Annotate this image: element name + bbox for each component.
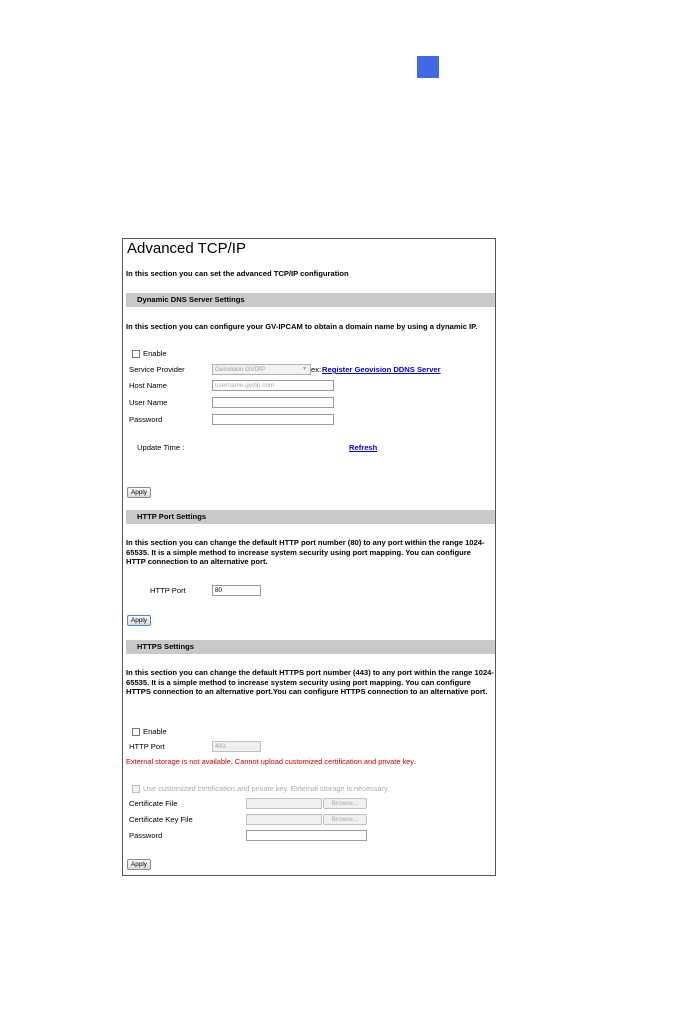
user-name-label: User Name (129, 398, 168, 407)
https-apply-button[interactable]: Apply (127, 859, 151, 870)
http-section-header: HTTP Port Settings (126, 510, 495, 524)
cert-key-input[interactable] (246, 814, 322, 825)
host-name-input[interactable]: username.gvdip.com (212, 380, 334, 391)
https-password-input[interactable] (246, 830, 367, 841)
https-enable-label: Enable (143, 727, 167, 736)
https-enable-checkbox[interactable] (132, 728, 140, 736)
host-name-label: Host Name (129, 381, 167, 390)
use-custom-cert-label: Use customized certification and private key. External storage is necessary. (143, 784, 390, 793)
page-title: Advanced TCP/IP (127, 240, 246, 257)
https-port-label: HTTP Port (129, 742, 165, 751)
register-ddns-link[interactable]: Register Geovision DDNS Server (322, 365, 441, 374)
ddns-description: In this section you can configure your GV-IPCAM to obtain a domain name by using a dynamic IP. (126, 322, 478, 331)
http-port-label: HTTP Port (150, 586, 186, 595)
refresh-link[interactable]: Refresh (349, 443, 378, 452)
http-apply-button[interactable]: Apply (127, 615, 151, 626)
storage-warning: External storage is not available. Cannot upload customized certification and private key. (126, 757, 416, 766)
example-prefix: ex: (311, 365, 322, 374)
update-time-label: Update Time : (137, 443, 185, 452)
password-input[interactable] (212, 414, 334, 425)
https-port-input[interactable]: 443 (212, 741, 261, 752)
service-provider-label: Service Provider (129, 365, 185, 374)
https-password-label: Password (129, 831, 163, 840)
service-provider-value: Geovision GVDIP (215, 366, 266, 373)
ddns-apply-button[interactable]: Apply (127, 487, 151, 498)
service-provider-select[interactable] (212, 364, 311, 375)
https-section-header: HTTPS Settings (126, 640, 495, 654)
user-name-input[interactable] (212, 397, 334, 408)
use-custom-cert-checkbox[interactable] (132, 785, 140, 793)
password-label: Password (129, 415, 163, 424)
http-description: In this section you can change the default HTTP port number (80) to any port within the range 1024-65535. It is a simple method to increase system security using port mapping. You can configure HTTP connection to an alternative port. (126, 538, 485, 566)
intro-text: In this section you can set the advanced TCP/IP configuration (126, 269, 349, 278)
ddns-enable-checkbox[interactable] (132, 350, 140, 358)
cert-file-browse-button[interactable]: Browse... (323, 798, 367, 809)
ddns-section-header: Dynamic DNS Server Settings (126, 293, 495, 307)
https-description: In this section you can change the default HTTPS port number (443) to any port within the range 1024-65535. It is a simple method to increase system security using port mapping. You can configure HTTPS connection to an alternative port.You can configure HTTPS connection to an alternative port. (126, 668, 494, 696)
ddns-enable-label: Enable (143, 349, 167, 358)
http-port-input[interactable]: 80 (212, 585, 261, 596)
chevron-down-icon: ▼ (302, 366, 307, 372)
advanced-tcpip-panel (122, 238, 496, 876)
cert-key-label: Certificate Key File (129, 815, 193, 824)
cert-file-input[interactable] (246, 798, 322, 809)
page-marker (417, 56, 439, 78)
cert-key-browse-button[interactable]: Browse... (323, 814, 367, 825)
cert-file-label: Certificate File (129, 799, 178, 808)
